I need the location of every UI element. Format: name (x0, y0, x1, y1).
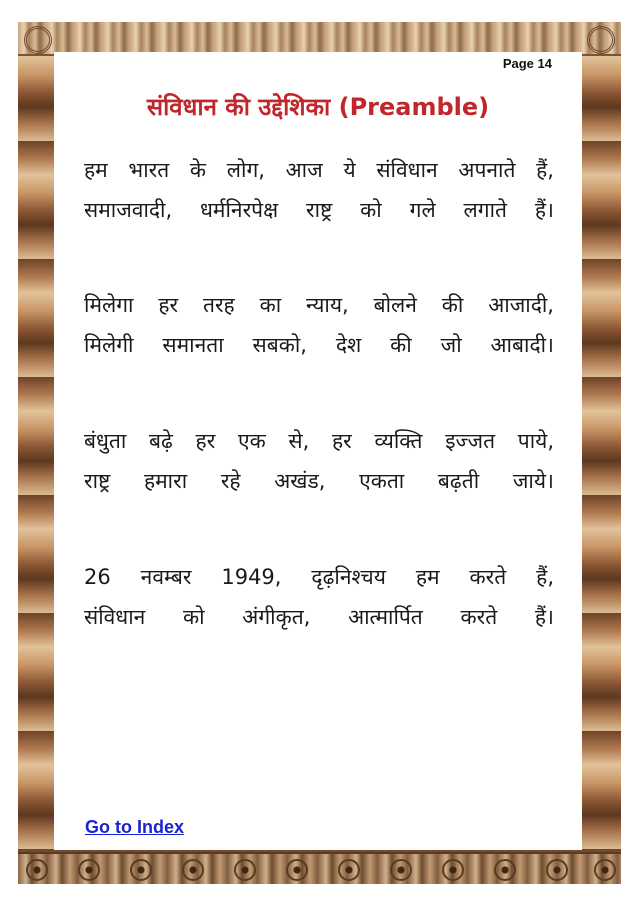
frame-bottom-border (18, 852, 621, 884)
stanza-3 (84, 421, 554, 501)
verse-line: हम भारत के लोग, आज ये संविधान अपनाते हैं, (84, 158, 554, 182)
rosette-ornament-icon (594, 859, 616, 881)
swirl-ornament-icon (24, 26, 52, 54)
go-to-index-link[interactable]: Go to Index (85, 817, 184, 837)
rosette-ornament-icon (182, 859, 204, 881)
swirl-ornament-icon (587, 26, 615, 54)
rosette-ornament-icon (286, 859, 308, 881)
verse-line: 26 नवम्बर 1949, दृढ़निश्चय हम करते हैं, (84, 565, 554, 589)
verse-line: बंधुता बढ़े हर एक से, हर व्यक्ति इज्जत पाये, (84, 429, 554, 453)
rosette-ornament-icon (390, 859, 412, 881)
verse-line: राष्ट्र हमारा रहे अखंड, एकता बढ़ती जाये। (84, 469, 554, 493)
rosette-ornament-icon (26, 859, 48, 881)
verse-line: मिलेगी समानता सबको, देश की जो आबादी। (84, 333, 554, 357)
stanza-2 (84, 285, 554, 365)
content-page (54, 52, 582, 850)
page-number: Page 14 (502, 56, 552, 71)
rosette-ornament-icon (338, 859, 360, 881)
frame-top-border (18, 22, 621, 56)
page-title: संविधान की उद्देशिका (Preamble) (146, 93, 490, 121)
verse-line: संविधान को अंगीकृत, आत्मार्पित करते हैं। (84, 605, 554, 629)
stanza-1 (84, 150, 554, 230)
verse-line: समाजवादी, धर्मनिरपेक्ष राष्ट्र को गले लगाते हैं। (84, 198, 554, 222)
stanza-4 (84, 557, 554, 637)
rosette-ornament-icon (442, 859, 464, 881)
rosette-ornament-icon (130, 859, 152, 881)
verse-line: मिलेगा हर तरह का न्याय, बोलने की आजादी, (84, 293, 554, 317)
rosette-ornament-icon (78, 859, 100, 881)
rosette-ornament-icon (234, 859, 256, 881)
rosette-ornament-icon (546, 859, 568, 881)
rosette-ornament-icon (494, 859, 516, 881)
